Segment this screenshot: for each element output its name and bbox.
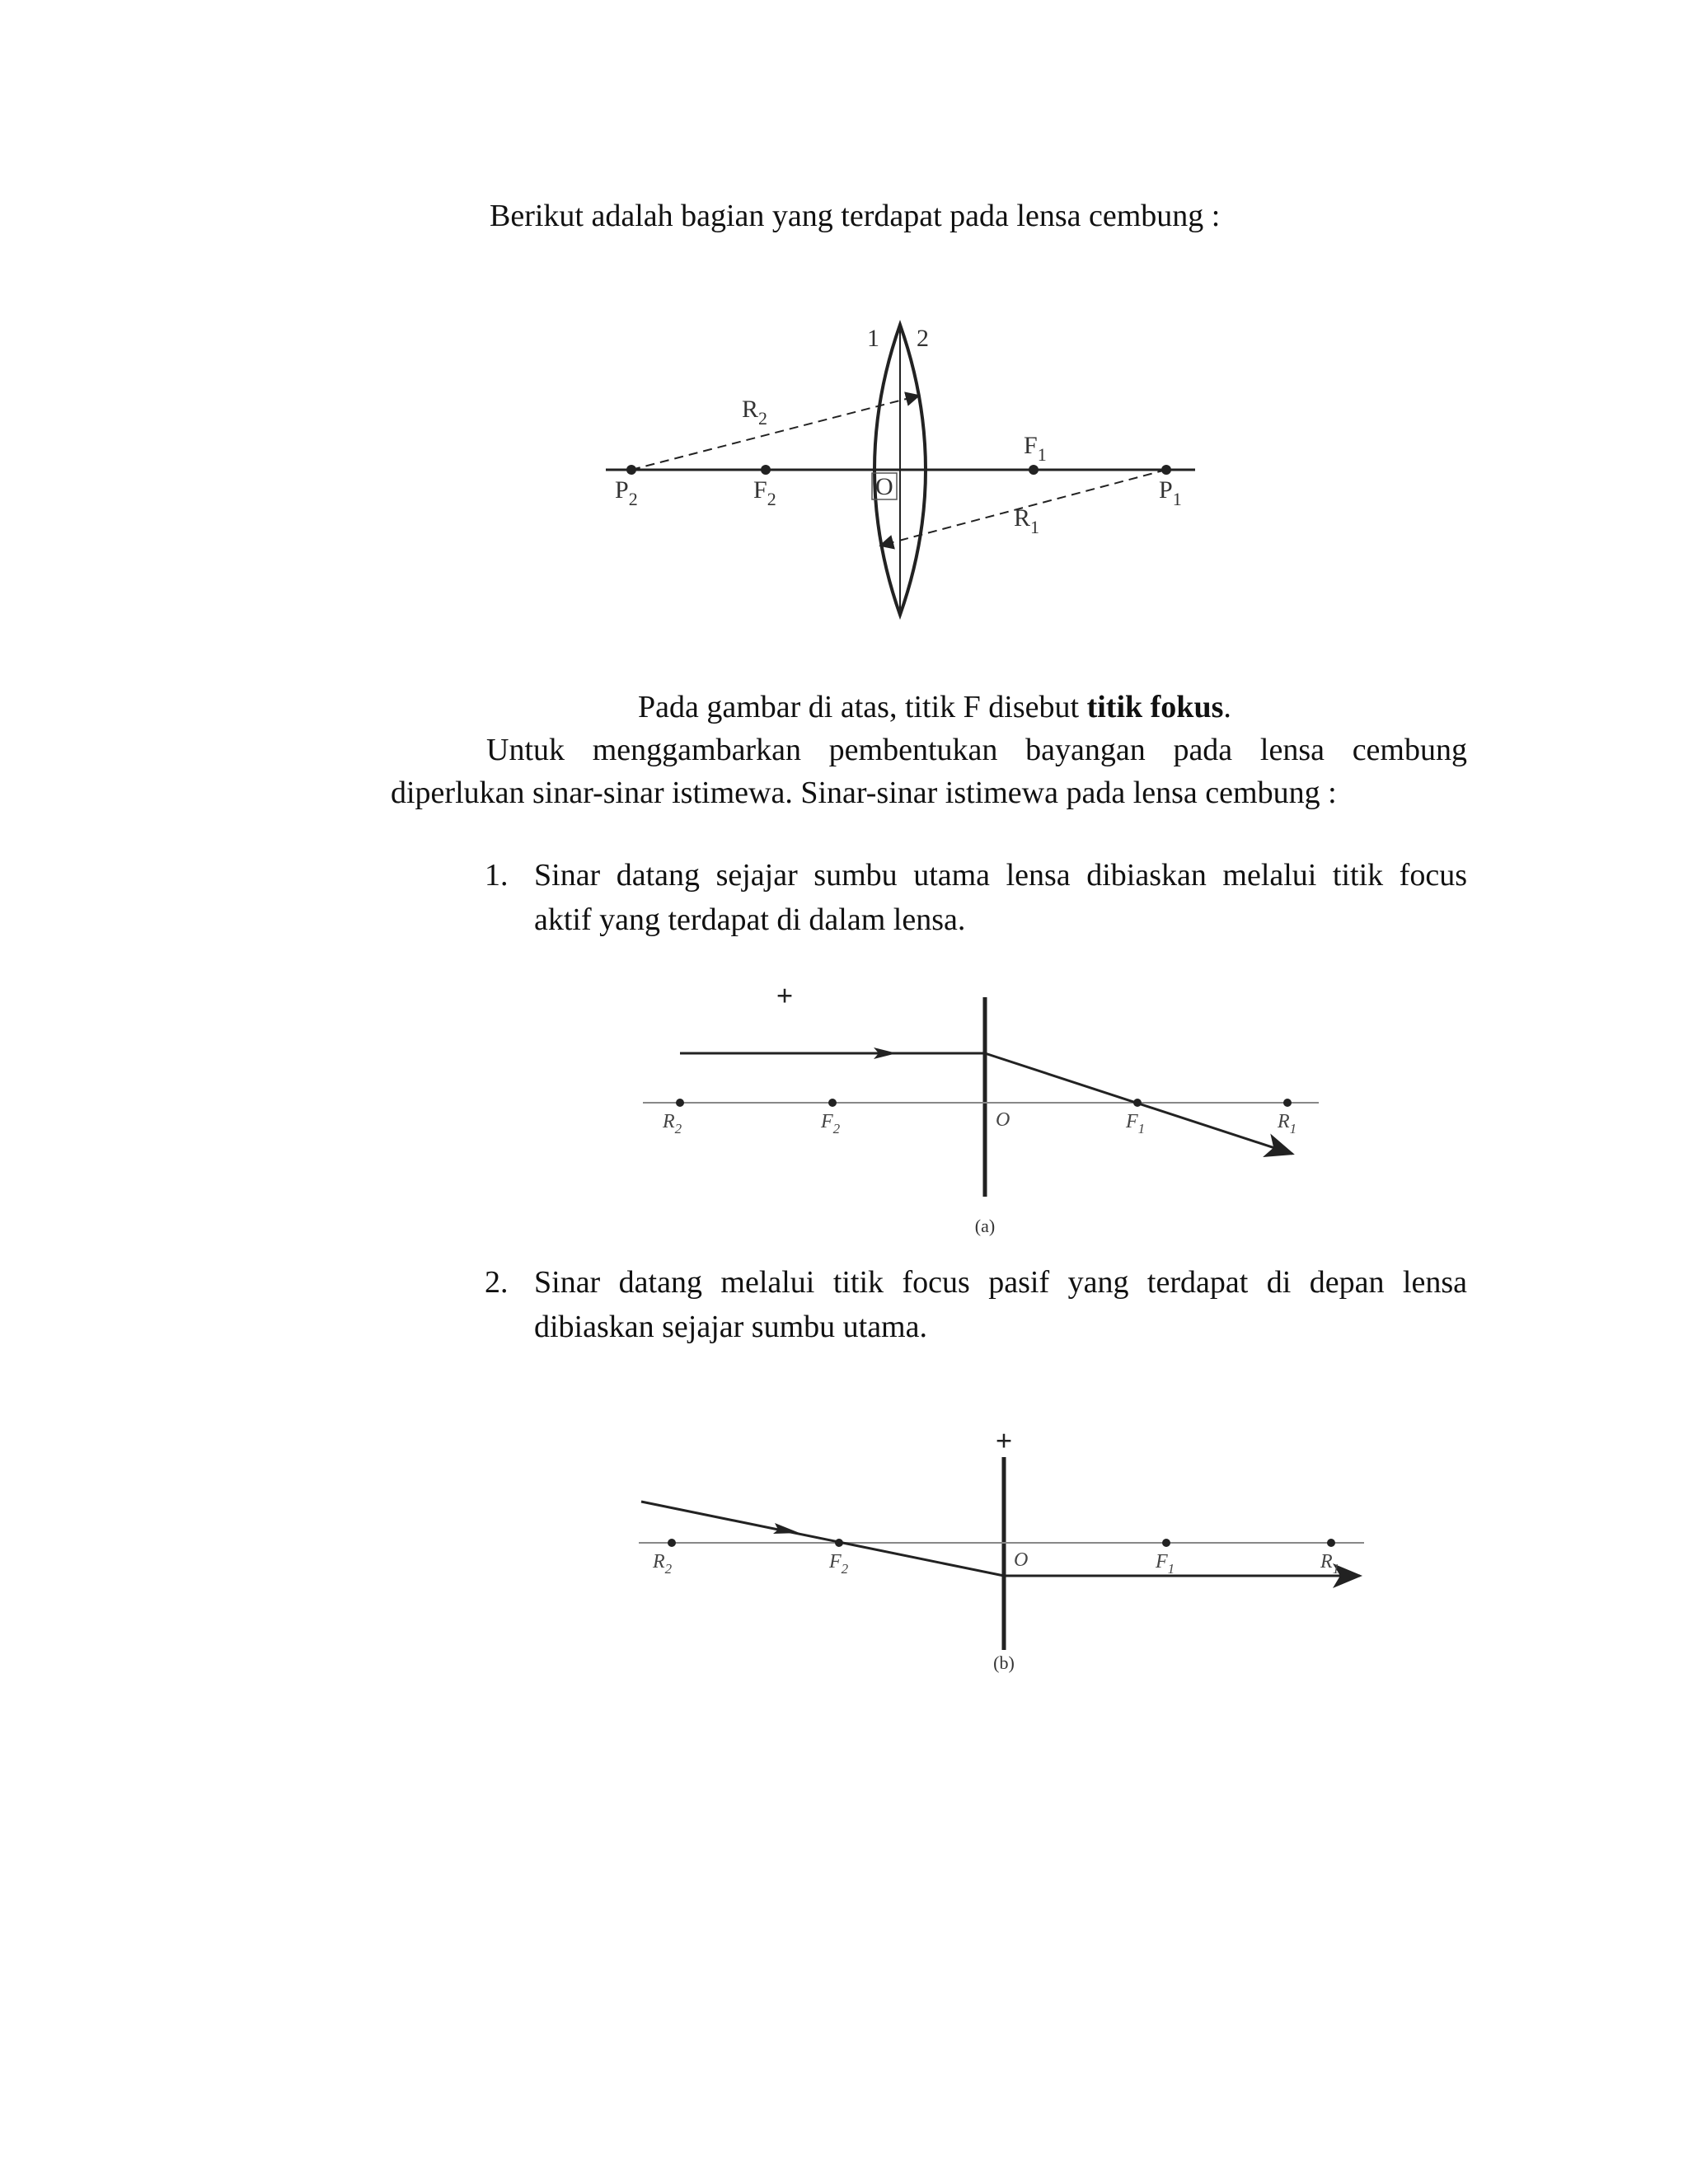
list-item-2-line-1: Sinar datang melalui titik focus pasif yang terdapat di depan lensa: [534, 1265, 1467, 1300]
point-f2: [761, 465, 771, 475]
lens-plus-sign: +: [995, 1424, 1013, 1457]
caption-bold-term: titik fokus: [1086, 690, 1224, 724]
point-p1: [1161, 465, 1171, 475]
figure-a-caption: (a): [974, 1216, 996, 1236]
ray-diagram-b: [635, 1418, 1376, 1681]
incident-ray: [641, 1502, 1004, 1576]
label-p1: P1: [1159, 476, 1182, 509]
label-r2: R2: [742, 396, 768, 429]
caption-text-before: Pada gambar di atas, titik F disebut: [638, 690, 1087, 724]
word: pada: [1173, 733, 1233, 767]
lens-plus-sign: +: [776, 981, 794, 1012]
word: lensa: [1259, 733, 1325, 767]
label-f1: F1: [1126, 1111, 1146, 1137]
word: bayangan: [1025, 733, 1146, 767]
word: Untuk: [486, 733, 565, 767]
figure-b-caption: (b): [993, 1652, 1015, 1673]
point-r1: [1327, 1539, 1335, 1547]
caption-text-after: .: [1223, 690, 1231, 724]
word: pembentukan: [828, 733, 998, 767]
point-f1: [1162, 1539, 1170, 1547]
label-p2: P2: [615, 476, 638, 509]
point-f2: [828, 1099, 837, 1107]
point-r1: [1283, 1099, 1292, 1107]
list-item-number-2: 2.: [485, 1265, 509, 1300]
point-f1: [1133, 1099, 1142, 1107]
label-f2: F2: [821, 1111, 841, 1137]
focus-point-caption: [638, 684, 1231, 730]
surface-label-1: 1: [867, 325, 879, 352]
point-r2: [668, 1539, 676, 1547]
label-r1: R1: [1014, 504, 1040, 537]
label-f2: F2: [753, 476, 776, 509]
label-r1: R1: [1278, 1111, 1297, 1137]
label-r2: R2: [653, 1551, 673, 1577]
convex-lens-parts-diagram: [577, 313, 1220, 626]
label-r1: R1: [1320, 1551, 1340, 1577]
point-r2: [676, 1099, 684, 1107]
paragraph-line-1: [486, 727, 1467, 773]
point-f1: [1029, 465, 1039, 475]
label-f1: F1: [1156, 1551, 1175, 1577]
paragraph-line-2: diperlukan sinar-sinar istimewa. Sinar-sinar istimewa pada lensa cembung :: [391, 776, 1337, 810]
label-o: O: [1014, 1549, 1029, 1571]
label-r2: R2: [663, 1111, 682, 1137]
list-item-1-line-1: Sinar datang sejajar sumbu utama lensa dibiaskan melalui titik focus: [534, 858, 1467, 893]
point-f2: [835, 1539, 843, 1547]
list-item-2-line-2: dibiaskan sejajar sumbu utama.: [534, 1310, 927, 1344]
label-o: O: [875, 473, 893, 500]
surface-label-2: 2: [917, 325, 929, 352]
list-item-1-line-2: aktif yang terdapat di dalam lensa.: [534, 902, 966, 937]
label-o: O: [996, 1109, 1010, 1131]
list-item-number-1: 1.: [485, 858, 509, 893]
word: cembung: [1352, 733, 1467, 767]
label-f1: F1: [1024, 432, 1047, 465]
point-p2: [626, 465, 636, 475]
word: menggambarkan: [592, 733, 801, 767]
intro-text: Berikut adalah bagian yang terdapat pada lensa cembung :: [490, 199, 1221, 233]
ray-diagram-a: [635, 981, 1327, 1244]
label-f2: F2: [829, 1551, 849, 1577]
